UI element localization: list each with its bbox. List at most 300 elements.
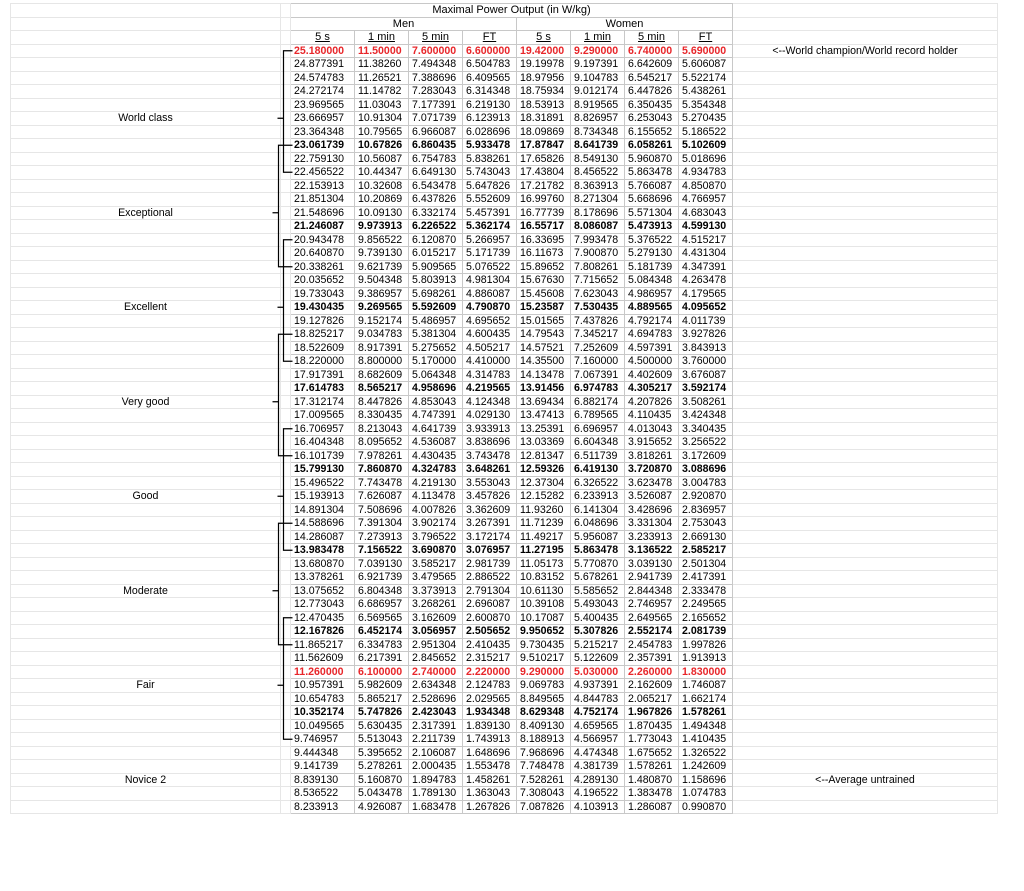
value-cell: 6.028696 [463, 125, 517, 139]
value-cell: 8.734348 [571, 125, 625, 139]
value-cell: 5.668696 [625, 193, 679, 207]
value-cell: 12.773043 [291, 598, 355, 612]
blank-cell [733, 193, 998, 207]
blank-cell [733, 571, 998, 585]
value-cell: 2.315217 [463, 652, 517, 666]
bracket-cell [281, 679, 291, 693]
table-row [11, 746, 998, 760]
value-cell: 18.09869 [517, 125, 571, 139]
value-cell: 5.960870 [625, 152, 679, 166]
group-header: Men [291, 17, 517, 31]
value-cell: 4.600435 [463, 328, 517, 342]
value-cell: 15.193913 [291, 490, 355, 504]
blank-cell [733, 58, 998, 72]
power-table [10, 3, 998, 814]
value-cell: 4.103913 [571, 800, 625, 814]
value-cell: 9.197391 [571, 58, 625, 72]
value-cell: 1.773043 [625, 733, 679, 747]
value-cell: 25.180000 [291, 44, 355, 58]
blank-cell [733, 368, 998, 382]
value-cell: 5.606087 [679, 58, 733, 72]
column-header: FT [463, 31, 517, 45]
value-cell: 1.894783 [409, 773, 463, 787]
value-cell: 5.956087 [571, 530, 625, 544]
value-cell: 11.38260 [355, 58, 409, 72]
value-cell: 7.900870 [571, 247, 625, 261]
value-cell: 7.508696 [355, 503, 409, 517]
value-cell: 9.856522 [355, 233, 409, 247]
value-cell: 3.838696 [463, 436, 517, 450]
value-cell: 12.167826 [291, 625, 355, 639]
value-cell: 5.064348 [409, 368, 463, 382]
value-cell: 6.569565 [355, 611, 409, 625]
value-cell: 2.791304 [463, 584, 517, 598]
value-cell: 4.179565 [679, 287, 733, 301]
blank-cell [11, 382, 281, 396]
value-cell: 10.20869 [355, 193, 409, 207]
value-cell: 5.865217 [355, 692, 409, 706]
bracket-cell [281, 746, 291, 760]
value-cell: 7.071739 [409, 112, 463, 126]
value-cell: 20.035652 [291, 274, 355, 288]
table-row [11, 490, 998, 504]
bracket-cell [281, 247, 291, 261]
value-cell: 7.039130 [355, 557, 409, 571]
value-cell: 6.015217 [409, 247, 463, 261]
table-row [11, 58, 998, 72]
value-cell: 15.67630 [517, 274, 571, 288]
blank-cell [733, 490, 998, 504]
value-cell: 5.457391 [463, 206, 517, 220]
table-row [11, 341, 998, 355]
value-cell: 12.59326 [517, 463, 571, 477]
value-cell: 10.39108 [517, 598, 571, 612]
value-cell: 4.381739 [571, 760, 625, 774]
value-cell: 23.969565 [291, 98, 355, 112]
bracket-cell [281, 112, 291, 126]
value-cell: 1.870435 [625, 719, 679, 733]
column-header-row [11, 31, 998, 45]
value-cell: 14.79543 [517, 328, 571, 342]
bracket-cell [281, 98, 291, 112]
value-cell: 5.186522 [679, 125, 733, 139]
value-cell: 5.513043 [355, 733, 409, 747]
value-cell: 4.695652 [463, 314, 517, 328]
blank-cell [11, 58, 281, 72]
value-cell: 7.600000 [409, 44, 463, 58]
value-cell: 2.585217 [679, 544, 733, 558]
value-cell: 6.253043 [625, 112, 679, 126]
value-cell: 5.592609 [409, 301, 463, 315]
value-cell: 16.33695 [517, 233, 571, 247]
value-cell: 5.486957 [409, 314, 463, 328]
value-cell: 4.431304 [679, 247, 733, 261]
column-header: 5 min [625, 31, 679, 45]
value-cell: 7.388696 [409, 71, 463, 85]
value-cell: 9.739130 [355, 247, 409, 261]
value-cell: 2.333478 [679, 584, 733, 598]
bracket-cell [281, 220, 291, 234]
value-cell: 6.882174 [571, 395, 625, 409]
value-cell: 2.000435 [409, 760, 463, 774]
value-cell: 7.067391 [571, 368, 625, 382]
value-cell: 6.219130 [463, 98, 517, 112]
value-cell: 7.626087 [355, 490, 409, 504]
value-cell: 13.91456 [517, 382, 571, 396]
blank-cell [733, 206, 998, 220]
value-cell: 17.614783 [291, 382, 355, 396]
bracket-cell [281, 260, 291, 274]
value-cell: 6.604348 [571, 436, 625, 450]
table-row [11, 112, 998, 126]
bracket-cell [281, 58, 291, 72]
blank-cell [11, 436, 281, 450]
blank-cell [281, 4, 291, 18]
blank-cell [11, 409, 281, 423]
value-cell: 9.290000 [571, 44, 625, 58]
value-cell: 10.957391 [291, 679, 355, 693]
value-cell: 3.172609 [679, 449, 733, 463]
value-cell: 10.049565 [291, 719, 355, 733]
table-row [11, 665, 998, 679]
value-cell: 4.500000 [625, 355, 679, 369]
value-cell: 16.77739 [517, 206, 571, 220]
blank-cell [11, 746, 281, 760]
blank-cell [11, 260, 281, 274]
value-cell: 17.43804 [517, 166, 571, 180]
value-cell: 8.456522 [571, 166, 625, 180]
value-cell: 5.933478 [463, 139, 517, 153]
blank-cell [11, 355, 281, 369]
value-cell: 22.153913 [291, 179, 355, 193]
blank-cell [733, 301, 998, 315]
value-cell: 13.075652 [291, 584, 355, 598]
value-cell: 11.49217 [517, 530, 571, 544]
blank-cell [11, 719, 281, 733]
blank-cell [11, 665, 281, 679]
bracket-cell [281, 287, 291, 301]
value-cell: 10.44347 [355, 166, 409, 180]
value-cell: 7.252609 [571, 341, 625, 355]
blank-cell [733, 98, 998, 112]
value-cell: 18.97956 [517, 71, 571, 85]
value-cell: 2.249565 [679, 598, 733, 612]
value-cell: 2.317391 [409, 719, 463, 733]
table-row [11, 233, 998, 247]
blank-cell [733, 85, 998, 99]
value-cell: 3.362609 [463, 503, 517, 517]
bracket-cell [281, 760, 291, 774]
value-cell: 2.417391 [679, 571, 733, 585]
value-cell: 8.549130 [571, 152, 625, 166]
table-row [11, 368, 998, 382]
blank-cell [733, 463, 998, 477]
value-cell: 1.458261 [463, 773, 517, 787]
value-cell: 1.675652 [625, 746, 679, 760]
value-cell: 5.863478 [571, 544, 625, 558]
value-cell: 1.267826 [463, 800, 517, 814]
value-cell: 4.926087 [355, 800, 409, 814]
blank-cell [11, 652, 281, 666]
value-cell: 4.402609 [625, 368, 679, 382]
bracket-cell [281, 166, 291, 180]
value-cell: 8.447826 [355, 395, 409, 409]
value-cell: 7.748478 [517, 760, 571, 774]
value-cell: 9.152174 [355, 314, 409, 328]
value-cell: 9.386957 [355, 287, 409, 301]
value-cell: 11.03043 [355, 98, 409, 112]
bracket-cell [281, 71, 291, 85]
value-cell: 3.623478 [625, 476, 679, 490]
blank-cell [733, 449, 998, 463]
table-title: Maximal Power Output (in W/kg) [291, 4, 733, 18]
bracket-cell [281, 179, 291, 193]
blank-cell [733, 503, 998, 517]
value-cell: 1.286087 [625, 800, 679, 814]
blank-cell [733, 638, 998, 652]
value-cell: 13.680870 [291, 557, 355, 571]
value-cell: 23.061739 [291, 139, 355, 153]
table-row [11, 44, 998, 58]
value-cell: 1.789130 [409, 787, 463, 801]
value-cell: 17.87847 [517, 139, 571, 153]
value-cell: 2.029565 [463, 692, 517, 706]
value-cell: 2.600870 [463, 611, 517, 625]
blank-cell [733, 179, 998, 193]
value-cell: 14.588696 [291, 517, 355, 531]
blank-cell [11, 530, 281, 544]
value-cell: 4.566957 [571, 733, 625, 747]
bracket-cell [281, 395, 291, 409]
value-cell: 3.076957 [463, 544, 517, 558]
blank-cell [11, 571, 281, 585]
value-cell: 18.522609 [291, 341, 355, 355]
value-cell: 10.654783 [291, 692, 355, 706]
value-cell: 8.409130 [517, 719, 571, 733]
value-cell: 3.676087 [679, 368, 733, 382]
value-cell: 20.943478 [291, 233, 355, 247]
value-cell: 2.165652 [679, 611, 733, 625]
value-cell: 17.312174 [291, 395, 355, 409]
value-cell: 15.23587 [517, 301, 571, 315]
value-cell: 5.400435 [571, 611, 625, 625]
value-cell: 8.800000 [355, 355, 409, 369]
value-cell: 5.122609 [571, 652, 625, 666]
value-cell: 6.048696 [571, 517, 625, 531]
value-cell: 3.267391 [463, 517, 517, 531]
bracket-cell [281, 409, 291, 423]
value-cell: 8.536522 [291, 787, 355, 801]
value-cell: 4.219130 [409, 476, 463, 490]
value-cell: 4.505217 [463, 341, 517, 355]
value-cell: 1.830000 [679, 665, 733, 679]
value-cell: 6.740000 [625, 44, 679, 58]
value-cell: 2.124783 [463, 679, 517, 693]
blank-cell [733, 247, 998, 261]
value-cell: 6.334783 [355, 638, 409, 652]
value-cell: 6.966087 [409, 125, 463, 139]
bracket-cell [281, 193, 291, 207]
value-cell: 6.642609 [625, 58, 679, 72]
value-cell: 11.27195 [517, 544, 571, 558]
value-cell: 14.891304 [291, 503, 355, 517]
value-cell: 6.921739 [355, 571, 409, 585]
blank-cell [733, 800, 998, 814]
bracket-cell [281, 530, 291, 544]
bracket-cell [281, 557, 291, 571]
value-cell: 3.479565 [409, 571, 463, 585]
bracket-cell [281, 719, 291, 733]
bracket-cell [281, 233, 291, 247]
table-row [11, 85, 998, 99]
value-cell: 7.345217 [571, 328, 625, 342]
value-cell: 15.799130 [291, 463, 355, 477]
value-cell: 8.565217 [355, 382, 409, 396]
value-cell: 7.308043 [517, 787, 571, 801]
value-cell: 4.792174 [625, 314, 679, 328]
value-cell: 1.494348 [679, 719, 733, 733]
value-cell: 2.941739 [625, 571, 679, 585]
blank-cell [11, 247, 281, 261]
value-cell: 6.226522 [409, 220, 463, 234]
table-row [11, 652, 998, 666]
table-row [11, 692, 998, 706]
blank-cell [733, 611, 998, 625]
bracket-cell [281, 274, 291, 288]
table-row [11, 787, 998, 801]
value-cell: 1.578261 [679, 706, 733, 720]
blank-cell [11, 125, 281, 139]
value-cell: 6.120870 [409, 233, 463, 247]
blank-cell [11, 179, 281, 193]
value-cell: 10.91304 [355, 112, 409, 126]
value-cell: 4.886087 [463, 287, 517, 301]
column-header: 5 s [517, 31, 571, 45]
value-cell: 7.968696 [517, 746, 571, 760]
value-cell: 9.290000 [517, 665, 571, 679]
value-cell: 18.31891 [517, 112, 571, 126]
value-cell: 3.457826 [463, 490, 517, 504]
value-cell: 4.958696 [409, 382, 463, 396]
value-cell: 8.213043 [355, 422, 409, 436]
value-cell: 5.171739 [463, 247, 517, 261]
blank-cell [11, 625, 281, 639]
value-cell: 4.110435 [625, 409, 679, 423]
bracket-cell [281, 463, 291, 477]
bracket-cell [281, 773, 291, 787]
blank-cell [733, 692, 998, 706]
value-cell: 2.836957 [679, 503, 733, 517]
value-cell: 12.15282 [517, 490, 571, 504]
blank-cell [733, 355, 998, 369]
blank-cell [11, 800, 281, 814]
value-cell: 1.743913 [463, 733, 517, 747]
value-cell: 3.340435 [679, 422, 733, 436]
table-row [11, 719, 998, 733]
table-row [11, 206, 998, 220]
blank-cell [11, 314, 281, 328]
value-cell: 7.978261 [355, 449, 409, 463]
blank-cell [11, 139, 281, 153]
value-cell: 21.246087 [291, 220, 355, 234]
value-cell: 16.99760 [517, 193, 571, 207]
value-cell: 7.623043 [571, 287, 625, 301]
value-cell: 1.746087 [679, 679, 733, 693]
value-cell: 3.172174 [463, 530, 517, 544]
value-cell: 21.548696 [291, 206, 355, 220]
group-row [11, 17, 998, 31]
value-cell: 2.649565 [625, 611, 679, 625]
blank-cell [11, 422, 281, 436]
value-cell: 19.430435 [291, 301, 355, 315]
bracket-cell [281, 706, 291, 720]
value-cell: 7.860870 [355, 463, 409, 477]
value-cell: 5.838261 [463, 152, 517, 166]
value-cell: 5.266957 [463, 233, 517, 247]
blank-cell [11, 71, 281, 85]
bracket-cell [281, 355, 291, 369]
bracket-cell [281, 571, 291, 585]
value-cell: 5.770870 [571, 557, 625, 571]
value-cell: 3.796522 [409, 530, 463, 544]
value-cell: 9.504348 [355, 274, 409, 288]
value-cell: 6.860435 [409, 139, 463, 153]
value-cell: 7.993478 [571, 233, 625, 247]
value-cell: 5.376522 [625, 233, 679, 247]
bracket-cell [281, 800, 291, 814]
value-cell: 5.215217 [571, 638, 625, 652]
value-cell: 1.074783 [679, 787, 733, 801]
value-cell: 5.678261 [571, 571, 625, 585]
blank-cell [733, 17, 998, 31]
value-cell: 6.123913 [463, 112, 517, 126]
bracket-cell [281, 517, 291, 531]
table-row [11, 395, 998, 409]
bracket-cell [281, 503, 291, 517]
value-cell: 6.447826 [625, 85, 679, 99]
blank-cell [733, 679, 998, 693]
bracket-cell [281, 598, 291, 612]
value-cell: 3.915652 [625, 436, 679, 450]
value-cell: 3.818261 [625, 449, 679, 463]
value-cell: 20.640870 [291, 247, 355, 261]
value-cell: 6.155652 [625, 125, 679, 139]
value-cell: 2.669130 [679, 530, 733, 544]
value-cell: 4.207826 [625, 395, 679, 409]
value-cell: 8.917391 [355, 341, 409, 355]
value-cell: 5.160870 [355, 773, 409, 787]
blank-cell [11, 449, 281, 463]
table-row [11, 544, 998, 558]
value-cell: 4.986957 [625, 287, 679, 301]
blank-cell [11, 760, 281, 774]
blank-cell [733, 4, 998, 18]
table-row [11, 125, 998, 139]
column-header: FT [679, 31, 733, 45]
table-row [11, 503, 998, 517]
value-cell: 3.933913 [463, 422, 517, 436]
value-cell: 10.17087 [517, 611, 571, 625]
value-cell: 24.574783 [291, 71, 355, 85]
value-cell: 2.505652 [463, 625, 517, 639]
value-cell: 17.21782 [517, 179, 571, 193]
bracket-cell [281, 368, 291, 382]
blank-cell [733, 395, 998, 409]
value-cell: 4.029130 [463, 409, 517, 423]
blank-cell [11, 328, 281, 342]
value-cell: 4.747391 [409, 409, 463, 423]
value-cell: 4.305217 [625, 382, 679, 396]
